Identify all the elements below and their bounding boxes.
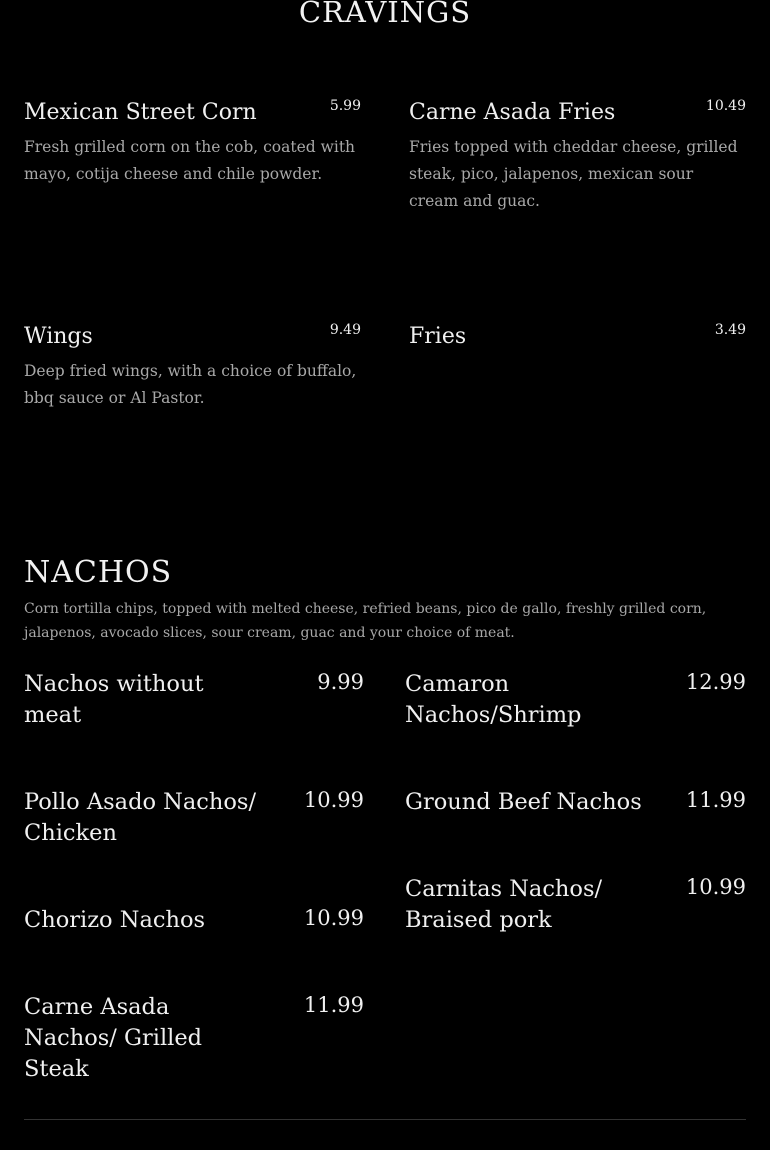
menu-item-price: 11.99 xyxy=(685,788,746,812)
menu-item-wings xyxy=(24,324,361,424)
menu-item-name: Carnitas Nachos/ Braised pork xyxy=(405,876,603,933)
menu-item-ground-beef-nachos xyxy=(405,790,746,824)
menu-item-camaron-nachos xyxy=(405,672,746,736)
menu-item-name: Nachos without meat xyxy=(24,671,204,728)
menu-item-price: 10.99 xyxy=(303,906,364,930)
nachos-section-title: NACHOS xyxy=(24,555,173,590)
menu-item-name: Mexican Street Corn xyxy=(24,100,257,125)
menu-item-carne-asada-nachos xyxy=(24,993,364,1082)
menu-item-mexican-street-corn xyxy=(24,100,361,210)
menu-item-nachos-without-meat xyxy=(24,672,364,736)
menu-item-fries xyxy=(409,324,746,364)
menu-item-price: 10.99 xyxy=(303,788,364,812)
menu-item-description: Fries topped with cheddar cheese, grilled steak, pico, jalapenos, mexican sour cream and guac. xyxy=(409,138,738,210)
menu-item-name: Camaron Nachos/Shrimp xyxy=(405,671,582,728)
menu-item-price: 11.99 xyxy=(303,993,364,1017)
menu-item-price: 9.49 xyxy=(329,322,361,338)
menu-item-pollo-asado-nachos xyxy=(24,790,364,854)
menu-item-carnitas-nachos xyxy=(405,877,746,941)
menu-item-description: Deep fried wings, with a choice of buffalo, bbq sauce or Al Pastor. xyxy=(24,362,357,407)
cravings-section-title: CRAVINGS xyxy=(298,0,472,29)
menu-item-price: 10.49 xyxy=(705,98,746,114)
menu-item-name: Fries xyxy=(409,324,467,349)
menu-item-name: Wings xyxy=(24,324,93,349)
menu-item-chorizo-nachos xyxy=(24,908,364,942)
menu-item-price: 10.99 xyxy=(685,875,746,899)
menu-item-price: 12.99 xyxy=(685,670,746,694)
menu-item-name: Carne Asada Fries xyxy=(409,100,616,125)
menu-item-name: Carne Asada Nachos/ Grilled Steak xyxy=(24,994,203,1082)
nachos-section-description: Corn tortilla chips, topped with melted cheese, refried beans, pico de gallo, freshly grilled corn, jalapenos, avocado slices, sour cream, guac and your choice of meat. xyxy=(24,601,707,641)
menu-item-name: Chorizo Nachos xyxy=(24,907,206,933)
menu-item-name: Pollo Asado Nachos/ Chicken xyxy=(24,789,257,846)
section-divider xyxy=(24,1119,746,1120)
menu-item-price: 9.99 xyxy=(317,670,364,694)
menu-item-carne-asada-fries xyxy=(409,100,746,230)
menu-item-description: Fresh grilled corn on the cob, coated with mayo, cotija cheese and chile powder. xyxy=(24,138,356,183)
menu-item-name: Ground Beef Nachos xyxy=(405,789,642,815)
menu-item-price: 5.99 xyxy=(329,98,361,114)
menu-item-price: 3.49 xyxy=(714,322,746,338)
